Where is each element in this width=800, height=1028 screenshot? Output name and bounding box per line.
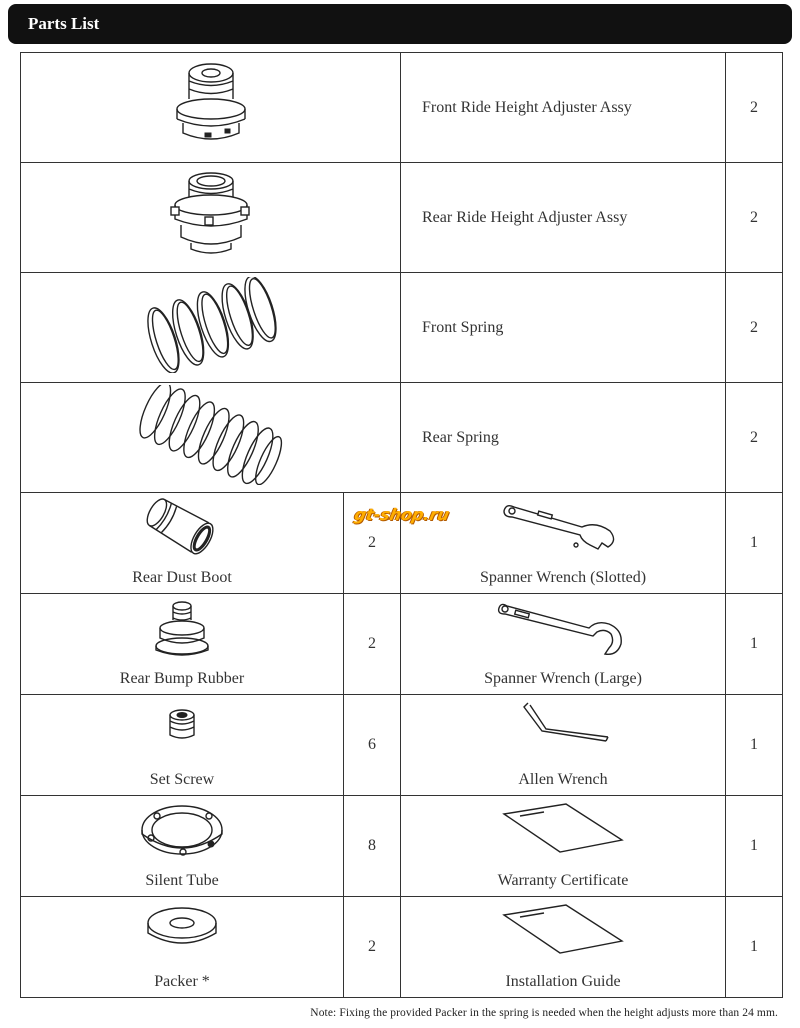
header-title: Parts List: [28, 14, 100, 33]
part-name: Set Screw: [149, 771, 215, 788]
warranty-certificate-icon: [498, 800, 628, 856]
part-image-cell: [21, 383, 401, 493]
front-adjuster-icon: [161, 57, 261, 153]
part-name: Silent Tube: [145, 872, 219, 889]
slotted-spanner-icon: [498, 497, 628, 557]
silent-tube-icon: [137, 800, 227, 862]
part-name: Rear Bump Rubber: [119, 670, 245, 687]
part-image-cell: [401, 796, 726, 897]
part-name: Rear Ride Height Adjuster Assy: [401, 163, 726, 273]
part-image-cell: [21, 594, 344, 695]
part-qty: 1: [726, 897, 783, 998]
installation-guide-icon: [498, 901, 628, 957]
part-qty: 2: [344, 493, 401, 594]
part-qty: 8: [344, 796, 401, 897]
part-qty: 2: [726, 163, 783, 273]
table-row: [21, 383, 783, 493]
part-image-cell: [401, 594, 726, 695]
part-name: Installation Guide: [505, 973, 621, 990]
part-name: Allen Wrench: [518, 771, 608, 788]
large-spanner-icon: [493, 598, 633, 660]
part-image-cell: [21, 273, 401, 383]
part-image-cell: [21, 897, 344, 998]
dust-boot-icon: [137, 497, 227, 557]
part-qty: 2: [726, 273, 783, 383]
part-qty: 1: [726, 594, 783, 695]
footnote: Note: Fixing the provided Packer in the spring is needed when the height adjusts more than 24 mm.: [310, 1007, 778, 1019]
parts-list-header: [8, 4, 792, 44]
part-name: Rear Dust Boot: [132, 569, 232, 586]
part-qty: 2: [344, 897, 401, 998]
part-name: Rear Spring: [401, 383, 726, 493]
part-image-cell: [21, 796, 344, 897]
part-image-cell: [21, 695, 344, 796]
part-name: Warranty Certificate: [497, 872, 629, 889]
part-image-cell: [21, 163, 401, 273]
part-name: Front Ride Height Adjuster Assy: [401, 53, 726, 163]
table-row: [21, 53, 783, 163]
rear-adjuster-icon: [161, 167, 261, 263]
table-row: [21, 796, 783, 897]
table-row: [21, 163, 783, 273]
part-qty: 2: [344, 594, 401, 695]
table-row: [21, 273, 783, 383]
part-qty: 2: [726, 53, 783, 163]
part-qty: 1: [726, 493, 783, 594]
part-image-cell: [21, 493, 344, 594]
table-row: [21, 695, 783, 796]
bump-rubber-icon: [147, 598, 217, 660]
table-row: [21, 897, 783, 998]
part-image-cell: [21, 53, 401, 163]
part-qty: 1: [726, 695, 783, 796]
part-qty: 1: [726, 796, 783, 897]
front-spring-icon: [141, 277, 281, 373]
part-qty: 2: [726, 383, 783, 493]
part-image-cell: [401, 695, 726, 796]
allen-wrench-icon: [508, 699, 618, 749]
part-name: Front Spring: [401, 273, 726, 383]
part-name: Spanner Wrench (Large): [484, 670, 642, 687]
part-image-cell: [401, 897, 726, 998]
watermark-logo: gt-shop.ru: [352, 504, 452, 524]
part-name: Packer *: [154, 973, 210, 990]
part-name: Spanner Wrench (Slotted): [479, 569, 647, 586]
table-row: [21, 594, 783, 695]
set-screw-icon: [162, 699, 202, 749]
packer-icon: [142, 901, 222, 955]
rear-spring-icon: [136, 385, 286, 485]
part-qty: 6: [344, 695, 401, 796]
